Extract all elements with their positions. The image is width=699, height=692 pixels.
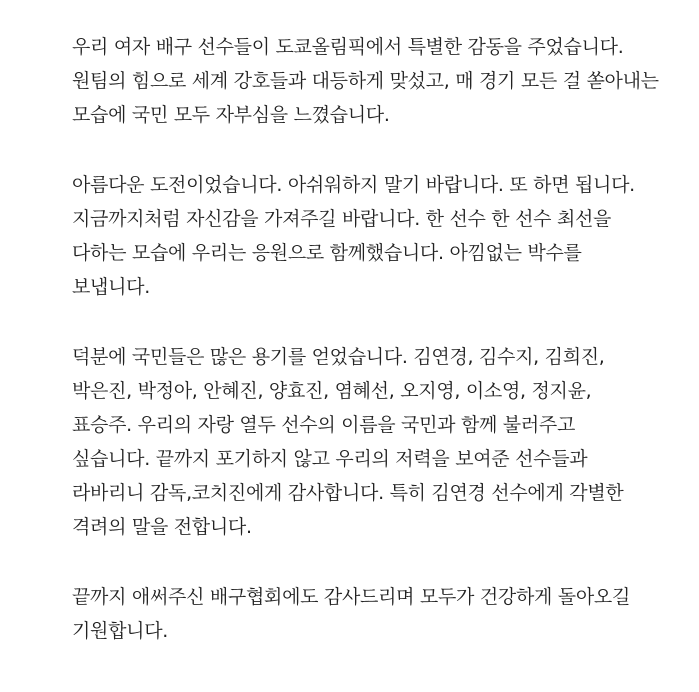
text-line: 덕분에 국민들은 많은 용기를 얻었습니다. 김연경, 김수지, 김희진,	[72, 346, 605, 368]
text-line: 원팀의 힘으로 세계 강호들과 대등하게 맞섰고, 매 경기 모든 걸 쏟아내는	[72, 70, 659, 92]
paragraph-1	[72, 30, 661, 132]
text-line: 보냅니다.	[72, 276, 150, 298]
text-line: 모습에 국민 모두 자부심을 느꼈습니다.	[72, 104, 390, 126]
paragraph-3	[72, 340, 661, 544]
text-line: 기원합니다.	[72, 620, 169, 642]
text-line: 다하는 모습에 우리는 응원으로 함께했습니다. 아낌없는 박수를	[72, 242, 582, 264]
paragraph-2	[72, 168, 661, 304]
text-line: 우리 여자 배구 선수들이 도쿄올림픽에서 특별한 감동을 주었습니다.	[72, 36, 624, 58]
text-line: 라바리니 감독,코치진에게 감사합니다. 특히 김연경 선수에게 각별한	[72, 482, 624, 504]
paragraph-4	[72, 580, 661, 648]
text-line: 끝까지 애써주신 배구협회에도 감사드리며 모두가 건강하게 돌아오길	[72, 586, 631, 608]
text-line: 박은진, 박정아, 안혜진, 양효진, 염혜선, 오지영, 이소영, 정지윤,	[72, 380, 592, 402]
text-line: 표승주. 우리의 자랑 열두 선수의 이름을 국민과 함께 불러주고	[72, 414, 576, 436]
text-line: 싶습니다. 끝까지 포기하지 않고 우리의 저력을 보여준 선수들과	[72, 448, 588, 470]
text-line: 격려의 말을 전합니다.	[72, 516, 252, 538]
text-line: 아름다운 도전이었습니다. 아쉬워하지 말기 바랍니다. 또 하면 됩니다.	[72, 174, 635, 196]
text-line: 지금까지처럼 자신감을 가져주길 바랍니다. 한 선수 한 선수 최선을	[72, 208, 612, 230]
